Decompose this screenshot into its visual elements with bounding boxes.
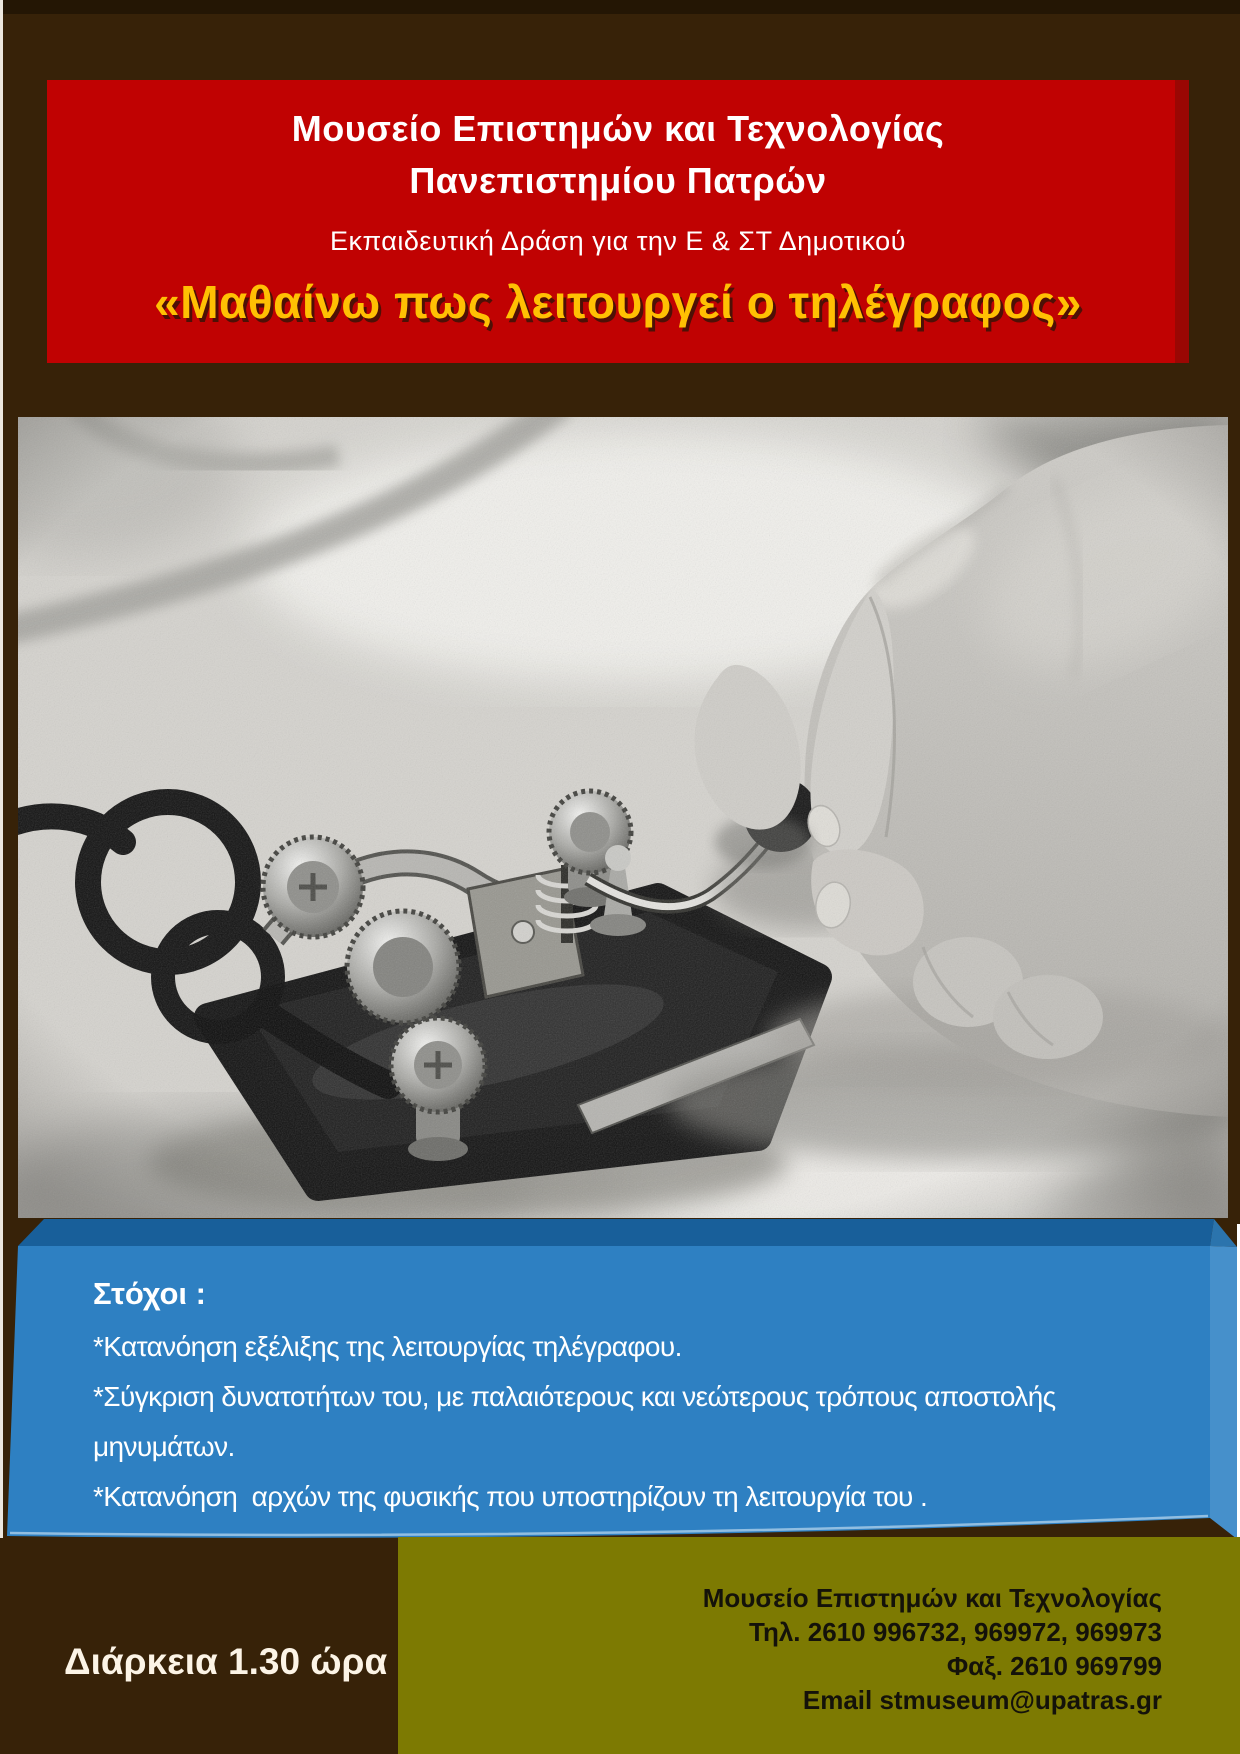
- duration-label: Διάρκεια 1.30 ώρα: [64, 1641, 388, 1682]
- contact-block: [398, 1537, 1240, 1754]
- goals-heading: Στόχοι :: [93, 1276, 206, 1311]
- blue-box-side-face: [1210, 1246, 1237, 1539]
- telegraph-photo: [18, 417, 1228, 1218]
- goals-section: [93, 1272, 1155, 1522]
- vignette: [18, 417, 1228, 1218]
- goal-item-1: *Κατανόηση εξέλιξης της λειτουργίας τηλέγραφου.: [93, 1331, 682, 1362]
- blue-box-corner-bevel: [1210, 1219, 1237, 1247]
- photo-illustration: [18, 417, 1228, 1218]
- top-dark-strip: [0, 0, 1240, 14]
- left-edge-line: [0, 0, 3, 1538]
- museum-title-line2: Πανεπιστημίου Πατρών: [409, 160, 827, 201]
- goal-item-2: *Σύγκριση δυνατοτήτων του, με παλαιότερους και νεώτερους τρόπους αποστολής μηνυμάτων.: [93, 1381, 1063, 1462]
- blue-box-top-face: [18, 1219, 1214, 1246]
- contact-email: Email stmuseum@upatras.gr: [802, 1685, 1162, 1715]
- program-title: «Μαθαίνω πως λειτουργεί ο τηλέγραφος»: [154, 276, 1082, 328]
- museum-title-line1: Μουσείο Επιστημών και Τεχνολογίας: [291, 108, 945, 149]
- contact-fax: Φαξ. 2610 969799: [946, 1651, 1162, 1681]
- contact-org: Μουσείο Επιστημών και Τεχνολογίας: [702, 1583, 1162, 1613]
- contact-phone: Τηλ. 2610 996732, 969972, 969973: [749, 1617, 1162, 1647]
- goal-item-3: *Κατανόηση αρχών της φυσικής που υποστηρίζουν τη λειτουργία του .: [93, 1481, 928, 1512]
- audience-subtitle: Εκπαιδευτική Δράση για την Ε & ΣΤ Δημοτικού: [330, 226, 906, 256]
- header-block: [47, 80, 1189, 363]
